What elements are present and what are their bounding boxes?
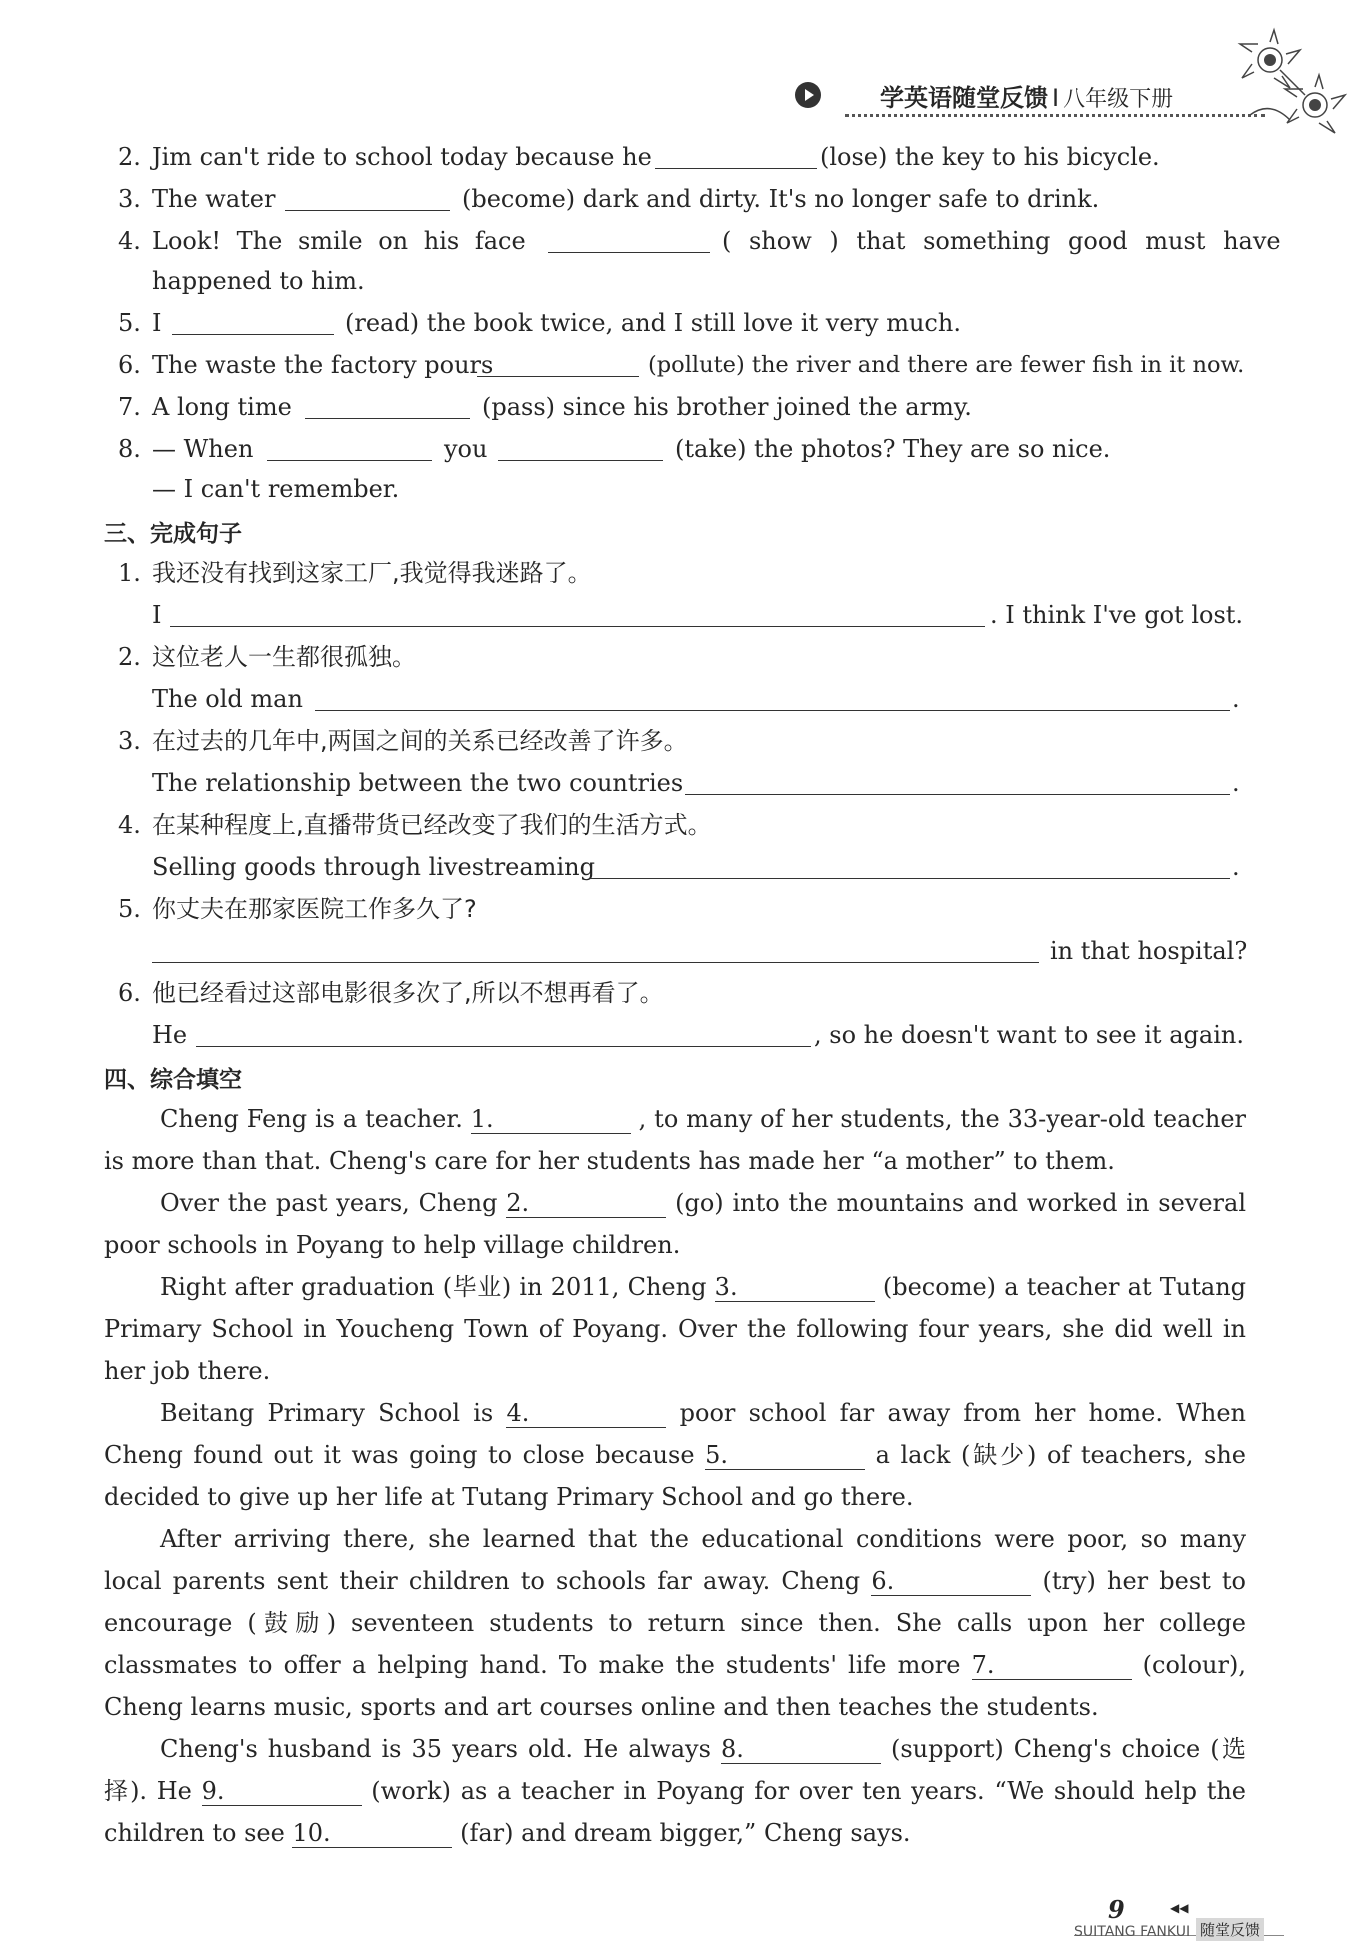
answer-blank[interactable] (498, 434, 663, 461)
answer-blank[interactable]: 1. (471, 1105, 631, 1134)
footer-badge: 随堂反馈 (1196, 1918, 1264, 1941)
answer-blank[interactable]: 5. (705, 1441, 865, 1470)
answer-blank[interactable] (655, 142, 817, 169)
answer-blank[interactable] (196, 1020, 811, 1047)
page-number: 9 (1108, 1895, 1125, 1924)
answer-blank[interactable] (305, 392, 470, 419)
answer-blank[interactable] (477, 350, 639, 377)
page-header (795, 74, 1275, 114)
answer-blank[interactable] (172, 308, 334, 335)
section-title: 三、完成句子 (104, 521, 242, 547)
paragraph: Cheng's husband is 35 years old. He always 8. (support) Cheng's choice (选择). He 9. (work) as a teacher in Poyang for over ten years. “We should help the children to see 10. (far) and dream bigger,” Cheng says. (104, 1735, 1246, 1847)
answer-blank[interactable]: 6. (871, 1567, 1031, 1596)
sunflower-decoration-icon (1230, 20, 1350, 140)
answer-blank[interactable] (685, 768, 1230, 795)
footer-brand: SUITANG FANKUI (1074, 1924, 1191, 1940)
arrow-left-icon: ◀◀ (1170, 1901, 1189, 1915)
answer-blank[interactable] (170, 600, 985, 627)
answer-blank[interactable]: 7. (972, 1651, 1132, 1680)
answer-blank[interactable] (590, 852, 1230, 879)
paragraph: Over the past years, Cheng 2. (go) into the mountains and worked in several poor schools in Poyang to help village children. (104, 1189, 1246, 1259)
header-title: 学英语随堂反馈 I 八年级下册 (880, 84, 1174, 112)
play-icon (795, 82, 821, 108)
answer-blank[interactable] (285, 184, 450, 211)
item-number: 2. (118, 143, 141, 171)
answer-blank[interactable] (152, 936, 1039, 963)
answer-blank[interactable] (548, 226, 710, 253)
answer-blank[interactable]: 3. (715, 1273, 875, 1302)
cloze-passage (104, 1098, 1246, 1854)
paragraph: Beitang Primary School is 4. poor school far away from her home. When Cheng found out it was going to close because 5. a lack (缺少) of teachers, she decided to give up her life at Tutang Primary School and go there. (104, 1399, 1247, 1511)
answer-blank[interactable]: 4. (506, 1399, 666, 1428)
answer-blank[interactable]: 8. (721, 1735, 881, 1764)
answer-blank[interactable]: 9. (202, 1777, 362, 1806)
answer-blank[interactable]: 2. (506, 1189, 666, 1218)
answer-blank[interactable] (267, 434, 432, 461)
section-title: 四、综合填空 (104, 1067, 242, 1093)
paragraph: Right after graduation (毕业) in 2011, Cheng 3. (become) a teacher at Tutang Primary School in Youcheng Town of Poyang. Over the following four years, she did well in her job there. (104, 1273, 1247, 1385)
paragraph: After arriving there, she learned that the educational conditions were poor, so many local parents sent their children to schools far away. Cheng 6. (try) her best to encourage (鼓励) seventeen students to return since then. She calls upon her college classmates to offer a helping hand. To make the students' life more 7. (colour), Cheng learns music, sports and art courses online and then teaches the students. (104, 1525, 1246, 1721)
answer-blank[interactable]: 10. (292, 1819, 452, 1848)
paragraph: Cheng Feng is a teacher. 1. , to many of her students, the 33-year-old teacher is more than that. Cheng's care for her students has made her “a mother” to them. (104, 1105, 1246, 1175)
header-divider (845, 114, 1265, 117)
answer-blank[interactable] (315, 684, 1230, 711)
